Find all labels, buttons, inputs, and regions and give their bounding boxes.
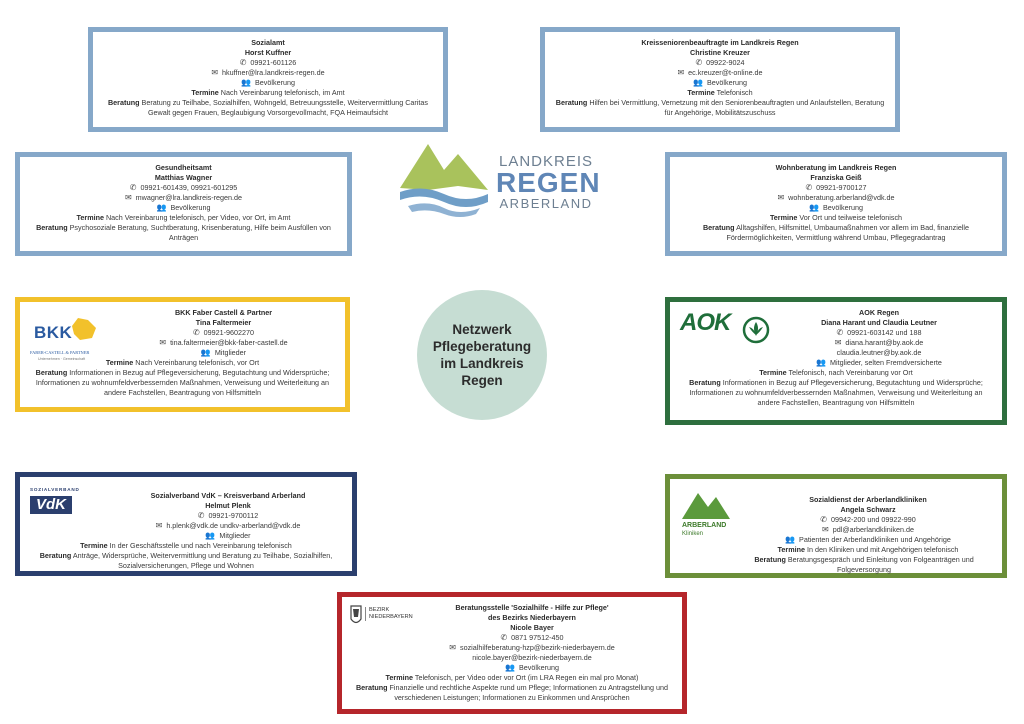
people-icon: 👥 bbox=[505, 663, 515, 672]
bkk-logo-sub: FABER-CASTELL & PARTNER bbox=[30, 350, 90, 355]
beratung-line bbox=[101, 98, 435, 118]
phone-line bbox=[764, 328, 994, 338]
bavaria-map-icon bbox=[68, 316, 98, 342]
phone-icon: ✆ bbox=[836, 328, 844, 337]
people-icon: 👥 bbox=[200, 348, 211, 357]
termine-label: Termine bbox=[80, 541, 108, 550]
termine-text: Vor Ort und teilweise telefonisch bbox=[799, 213, 903, 222]
beratung-label: Beratung bbox=[555, 98, 588, 107]
mail-icon: ✉ bbox=[124, 193, 132, 202]
email-line bbox=[110, 338, 337, 348]
phone-icon: ✆ bbox=[192, 328, 200, 337]
email-address: pdl@arberlandkliniken.de bbox=[832, 525, 914, 534]
target-group: Bevölkerung bbox=[707, 78, 747, 87]
phone-number: 09921-603142 und 188 bbox=[847, 328, 922, 337]
beratung-text: Informationen in Bezug auf Pflegeversicherung, Begutachtung und Widersprüche; Informationen zu wohnumfeldverbessernden Maßnahmen, Verweisung und Weiterleitung an andere Fachstellen, Beantragung von Hilfsmitteln bbox=[35, 368, 330, 397]
aok-logo-text: AOK bbox=[680, 309, 731, 336]
phone-line bbox=[678, 183, 994, 193]
target-group: Patienten der Arberlandkliniken und Angehörige bbox=[799, 535, 951, 544]
phone-line bbox=[110, 328, 337, 338]
contact-person: Helmut Plenk bbox=[205, 501, 251, 510]
bkk-logo bbox=[30, 316, 110, 364]
beratung-label: Beratung bbox=[35, 368, 68, 377]
beratung-text: Hilfen bei Vermittlung, Vernetzung mit den Seniorenbeauftragten und Anlaufstellen, Beratung für Angehörige, Mobilitätszuschuss bbox=[589, 98, 885, 117]
bkk-logo-text: BKK bbox=[34, 323, 73, 342]
beratung-label: Beratung bbox=[702, 223, 735, 232]
beratung-line bbox=[28, 368, 337, 398]
card-arberlandkliniken bbox=[665, 474, 1007, 578]
arberland-logo-sub: Kliniken bbox=[682, 531, 704, 537]
people-icon: 👥 bbox=[816, 358, 827, 367]
termine-label: Termine bbox=[191, 88, 219, 97]
logo-line-landkreis: LANDKREIS bbox=[498, 153, 594, 170]
card-wohnberatung bbox=[665, 152, 1007, 256]
bkk-logo-small: Unternehmen · Gemeinschaft bbox=[38, 357, 86, 361]
card-bkk-faber-castell bbox=[15, 297, 350, 412]
phone-number: 09921-601126 bbox=[250, 58, 297, 67]
termine-line bbox=[350, 673, 674, 683]
bezirk-logo bbox=[350, 605, 412, 641]
beratung-text: Beratung zu Teilhabe, Sozialhilfen, Wohngeld, Betreuungsstelle, Weitervermittlung Caritas Gewalt gegen Frauen, Beglaubigung Vorsorgevollmacht, FQA Heimaufsicht bbox=[141, 98, 429, 117]
contact-person: Nicole Bayer bbox=[510, 623, 554, 632]
contact-person: Horst Kuffner bbox=[244, 48, 292, 57]
mail-icon: ✉ bbox=[159, 338, 167, 347]
contact-person: Angela Schwarz bbox=[840, 505, 896, 514]
beratung-label: Beratung bbox=[754, 555, 786, 564]
termine-text: In der Geschäftsstelle und nach Vereinbarung telefonisch bbox=[109, 541, 292, 550]
beratung-text: Anträge, Widersprüche, Weitervermittlung und Beratung zu Teilhabe, Sozialhilfen, Sozialversicherungen, Pflege und Wohnen bbox=[72, 551, 333, 570]
card-sozialverband-vdk bbox=[15, 472, 357, 576]
people-icon: 👥 bbox=[156, 203, 167, 212]
phone-number: 09921-9602270 bbox=[203, 328, 255, 337]
mail-icon: ✉ bbox=[211, 68, 219, 77]
logo-line-arberland: ARBERLAND bbox=[499, 196, 593, 211]
email-line bbox=[101, 68, 435, 78]
termine-label: Termine bbox=[687, 88, 715, 97]
beratung-text: Beratungsgespräch und Einleitung von Folgeanträgen und Folgeversorgung bbox=[787, 555, 974, 574]
card-aok-regen bbox=[665, 297, 1007, 425]
beratung-line bbox=[350, 683, 674, 703]
termine-text: Telefonisch bbox=[716, 88, 753, 97]
beratung-line bbox=[678, 378, 994, 408]
phone-number: 0871 97512-450 bbox=[511, 633, 564, 642]
phone-icon: ✆ bbox=[820, 515, 827, 524]
phone-icon: ✆ bbox=[129, 183, 137, 192]
termine-label: Termine bbox=[769, 213, 798, 222]
target-group: Bevölkerung bbox=[170, 203, 211, 212]
email-address: tina.faltermeier@bkk-faber-castell.de bbox=[170, 338, 288, 347]
bezirk-logo-line2: NIEDERBAYERN bbox=[369, 614, 413, 620]
target-group: Bevölkerung bbox=[519, 663, 559, 672]
landkreis-regen-logo bbox=[398, 140, 601, 220]
email-address: h.plenk@vdk.de undkv-arberland@vdk.de bbox=[166, 521, 301, 530]
termine-line bbox=[678, 213, 994, 223]
vdk-logo-top: SOZIALVERBAND bbox=[30, 487, 80, 492]
email-address: sozialhilfeberatung-hzp@bezirk-niederbayern.de bbox=[459, 643, 615, 652]
aok-tree-icon bbox=[742, 316, 770, 344]
email-address-2: nicole.bayer@bezirk-niederbayern.de bbox=[472, 653, 592, 662]
group-line bbox=[101, 78, 435, 88]
group-line bbox=[764, 358, 994, 368]
email-address: hkuffner@lra.landkreis-regen.de bbox=[222, 68, 325, 77]
card-bezirk-niederbayern bbox=[337, 592, 687, 714]
beratung-text: Finanzielle und rechtliche Aspekte rund um Pflege; Informationen zu Antragstellung und verschiedenen Leistungen; Informationen zu Einkommen und Ansprüchen bbox=[389, 683, 669, 702]
email-address: wohnberatung.arberland@vdk.de bbox=[788, 193, 895, 202]
group-line bbox=[110, 348, 337, 358]
termine-line bbox=[101, 88, 435, 98]
termine-line bbox=[742, 545, 994, 555]
email-address-2: claudia.leutner@by.aok.de bbox=[836, 348, 922, 357]
target-group: Mitglieder bbox=[219, 531, 251, 540]
center-title-line: Regen bbox=[461, 373, 503, 388]
phone-line bbox=[101, 58, 435, 68]
center-title-line: im Landkreis bbox=[440, 356, 524, 371]
termine-text: Telefonisch, nach Vereinbarung vor Ort bbox=[788, 368, 913, 377]
beratung-text: Informationen in Bezug auf Pflegeversicherung, Begutachtung und Widersprüche; Informationen zu wohnumfeldverbessernden Maßnahmen, Verweisung und Weiterleitung an andere Fachstellen, Beantragung von Hilfsmitteln bbox=[689, 378, 983, 407]
phone-line bbox=[742, 515, 994, 525]
card-kreisseniorenbeauftragte bbox=[540, 27, 900, 132]
org-name: Sozialdienst der Arberlandkliniken bbox=[809, 495, 927, 504]
email-line bbox=[553, 68, 887, 78]
mail-icon: ✉ bbox=[777, 193, 785, 202]
termine-line bbox=[553, 88, 887, 98]
org-name: BKK Faber Castell & Partner bbox=[174, 308, 273, 317]
arberland-mountain-icon bbox=[682, 491, 730, 519]
beratung-label: Beratung bbox=[39, 551, 72, 560]
phone-icon: ✆ bbox=[805, 183, 813, 192]
vdk-logo bbox=[30, 485, 102, 521]
phone-icon: ✆ bbox=[197, 511, 205, 520]
phone-line bbox=[390, 633, 674, 643]
phone-number: 09921-9700112 bbox=[208, 511, 259, 520]
termine-line bbox=[28, 213, 339, 223]
beratung-label: Beratung bbox=[107, 98, 140, 107]
aok-logo bbox=[680, 309, 772, 348]
group-line bbox=[28, 203, 339, 213]
termine-line bbox=[678, 368, 994, 378]
group-line bbox=[742, 535, 994, 545]
beratung-line bbox=[28, 551, 344, 571]
phone-line bbox=[28, 183, 339, 193]
email-address: ec.kreuzer@t-online.de bbox=[688, 68, 763, 77]
people-icon: 👥 bbox=[809, 203, 819, 212]
logo-line-regen: REGEN bbox=[496, 167, 601, 198]
target-group: Bevölkerung bbox=[255, 78, 295, 87]
group-line bbox=[678, 203, 994, 213]
card-sozialamt bbox=[88, 27, 448, 132]
group-line bbox=[553, 78, 887, 88]
coat-of-arms-icon bbox=[350, 605, 362, 627]
people-icon: 👥 bbox=[241, 78, 251, 87]
termine-text: Nach Vereinbarung telefonisch, vor Ort bbox=[135, 358, 260, 367]
phone-number: 09921-601439, 09921-601295 bbox=[140, 183, 238, 192]
email-line bbox=[742, 525, 994, 535]
arberland-kliniken-logo bbox=[682, 491, 742, 543]
email-line bbox=[678, 193, 994, 203]
contact-person: Diana Harant und Claudia Leutner bbox=[821, 318, 937, 327]
target-group: Mitglieder bbox=[214, 348, 247, 357]
beratung-line bbox=[553, 98, 887, 118]
network-title-circle bbox=[417, 290, 547, 420]
beratung-text: Psychosoziale Beratung, Suchtberatung, Krisenberatung, Hilfe beim Ausfüllen von Anträgen bbox=[69, 223, 331, 242]
target-group: Bevölkerung bbox=[823, 203, 863, 212]
termine-text: Telefonisch, per Video oder vor Ort (im LRA Regen ein mal pro Monat) bbox=[414, 673, 639, 682]
mail-icon: ✉ bbox=[834, 338, 842, 347]
people-icon: 👥 bbox=[785, 535, 796, 544]
beratung-line bbox=[734, 555, 994, 575]
mail-icon: ✉ bbox=[677, 68, 685, 77]
beratung-line bbox=[28, 223, 339, 243]
group-line bbox=[390, 663, 674, 673]
org-name: Kreisseniorenbeauftragte im Landkreis Regen bbox=[641, 38, 799, 47]
phone-icon: ✆ bbox=[500, 633, 508, 642]
termine-text: Nach Vereinbarung telefonisch, per Video, vor Ort, im Amt bbox=[105, 213, 291, 222]
mountain-logo-icon bbox=[398, 140, 490, 220]
email-address: diana.harant@by.aok.de bbox=[845, 338, 924, 347]
org-name: Gesundheitsamt bbox=[155, 163, 212, 172]
group-line bbox=[112, 531, 344, 541]
phone-number: 09922-9024 bbox=[706, 58, 745, 67]
bezirk-logo-line1: BEZIRK bbox=[369, 607, 390, 613]
beratung-label: Beratung bbox=[689, 378, 721, 387]
termine-text: Nach Vereinbarung telefonisch, im Amt bbox=[220, 88, 345, 97]
email-address: mwagner@lra.landkreis-regen.de bbox=[135, 193, 243, 202]
email-line bbox=[390, 643, 674, 653]
termine-label: Termine bbox=[76, 213, 104, 222]
org-name-2: des Bezirks Niederbayern bbox=[488, 613, 576, 622]
center-title-line: Netzwerk bbox=[452, 322, 512, 337]
card-gesundheitsamt bbox=[15, 152, 352, 256]
contact-person: Matthias Wagner bbox=[154, 173, 213, 182]
arberland-logo-text: ARBERLAND bbox=[682, 522, 727, 529]
org-name: Sozialamt bbox=[251, 38, 285, 47]
mail-icon: ✉ bbox=[449, 643, 456, 652]
phone-line bbox=[553, 58, 887, 68]
mail-icon: ✉ bbox=[822, 525, 829, 534]
termine-label: Termine bbox=[105, 358, 134, 367]
people-icon: 👥 bbox=[205, 531, 216, 540]
email-line bbox=[28, 193, 339, 203]
email-line bbox=[764, 338, 994, 348]
termine-text: In den Kliniken und mit Angehörigen telefonisch bbox=[806, 545, 959, 554]
org-name: Sozialverband VdK – Kreisverband Arberland bbox=[150, 491, 306, 500]
phone-number: 09921-9700127 bbox=[816, 183, 867, 192]
phone-icon: ✆ bbox=[695, 58, 703, 67]
email-line bbox=[112, 521, 344, 531]
vdk-logo-text: VdK bbox=[30, 496, 72, 514]
phone-number: 09942-200 und 09922-990 bbox=[830, 515, 916, 524]
termine-label: Termine bbox=[777, 545, 805, 554]
beratung-text: Alltagshilfen, Hilfsmittel, Umbaumaßnahmen vor allem im Bad, finanzielle Fördermöglichkeiten, Vermittlung während Umbau, Pflegegradantrag bbox=[726, 223, 970, 242]
termine-line bbox=[28, 541, 344, 551]
contact-person: Christine Kreuzer bbox=[690, 48, 750, 57]
people-icon: 👥 bbox=[693, 78, 703, 87]
beratung-line bbox=[678, 223, 994, 243]
beratung-label: Beratung bbox=[36, 223, 68, 232]
termine-label: Termine bbox=[385, 673, 413, 682]
mail-icon: ✉ bbox=[155, 521, 163, 530]
contact-person: Franziska Geiß bbox=[810, 173, 862, 182]
phone-icon: ✆ bbox=[239, 58, 247, 67]
phone-line bbox=[112, 511, 344, 521]
target-group: Mitglieder, selten Fremdversicherte bbox=[830, 358, 942, 367]
center-title-line: Pflegeberatung bbox=[432, 339, 532, 354]
org-name: AOK Regen bbox=[859, 308, 899, 317]
contact-person: Tina Faltermeier bbox=[195, 318, 252, 327]
org-name: Wohnberatung im Landkreis Regen bbox=[775, 163, 897, 172]
beratung-label: Beratung bbox=[355, 683, 388, 692]
termine-label: Termine bbox=[759, 368, 787, 377]
org-name: Beratungsstelle 'Sozialhilfe - Hilfe zur Pflege' bbox=[455, 603, 609, 612]
